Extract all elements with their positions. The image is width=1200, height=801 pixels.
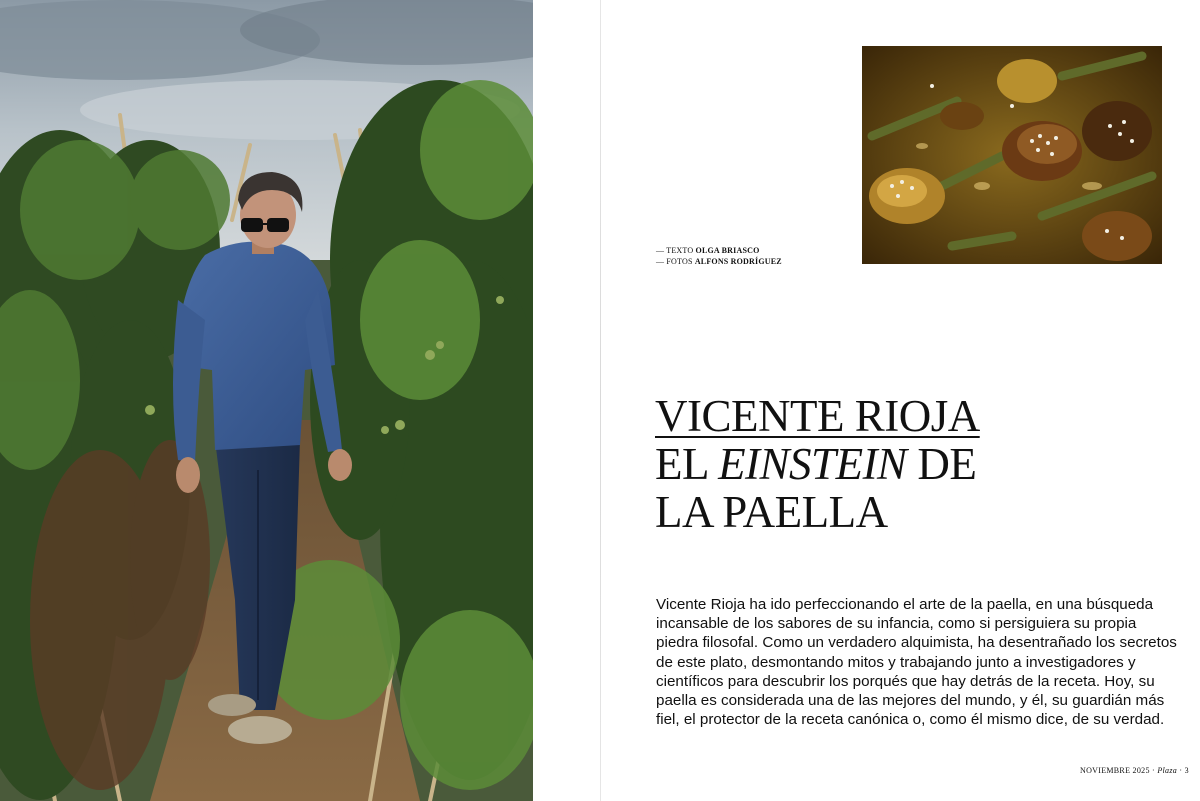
photo-credit-role: — FOTOS [656, 257, 693, 266]
article-credits [656, 245, 782, 267]
chef-field-photo [0, 0, 533, 801]
folio-page-number: · 3 [1179, 766, 1189, 775]
paella-photo [862, 46, 1162, 264]
intro-paragraph: Vicente Rioja ha ido perfeccionando el arte de la paella, en una búsqueda incansable de los sabores de su infancia, como si persiguiera su propia piedra filosofal. Como un verdadero alquimista, ha desentrañado los secretos de este plato, desmontando mitos y trabajando junto a investigadores y científicos para descubrir los porqués que hay detrás de la receta. Hoy, su paella es considerada una de las mejores del mundo, y él, su guardián más fiel, el protector de la receta canónica o, como él mismo dice, de su verdad. [656, 596, 1177, 729]
page-folio [1080, 766, 1189, 775]
headline-line-2-italic: EINSTEIN [718, 439, 907, 489]
folio-issue: NOVIEMBRE 2025 · [1080, 766, 1156, 775]
article-headline [655, 392, 1075, 536]
text-credit-role: — TEXTO [656, 246, 694, 255]
page-gutter [600, 0, 601, 801]
headline-line-2 [655, 440, 1075, 488]
photo-credit [656, 256, 782, 267]
headline-line-3: LA PAELLA [655, 487, 888, 537]
folio-magazine: Plaza [1157, 766, 1178, 775]
text-credit [656, 245, 782, 256]
headline-line-1: VICENTE RIOJA [655, 391, 980, 441]
photo-credit-name: ALFONS RODRÍGUEZ [694, 257, 782, 266]
headline-line-2-prefix: EL [655, 439, 719, 489]
article-intro [656, 595, 1181, 729]
headline-line-2-suffix: DE [906, 439, 977, 489]
text-credit-name: OLGA BRIASCO [695, 246, 760, 255]
